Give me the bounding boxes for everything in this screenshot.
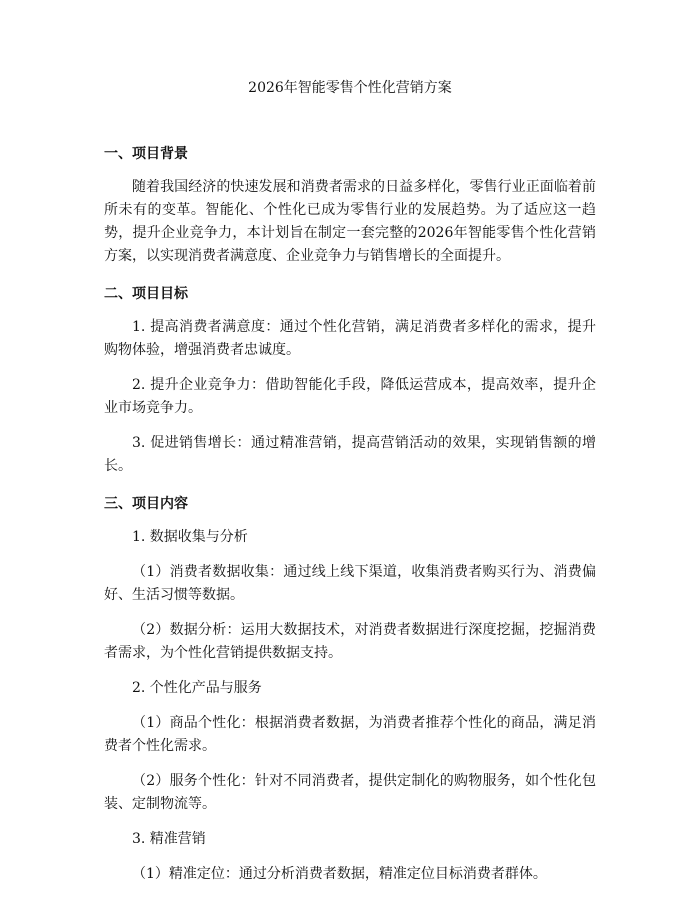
paragraph: （2）服务个性化：针对不同消费者，提供定制化的购物服务，如个性化包装、定制物流等。: [104, 773, 596, 812]
paragraph: （1）商品个性化：根据消费者数据，为消费者推荐个性化的商品，满足消费者个性化需求。: [104, 715, 596, 754]
section-content: [104, 494, 596, 886]
paragraph: 3. 促进销售增长：通过精准营销，提高营销活动的效果，实现销售额的增长。: [104, 435, 596, 474]
sub-heading: 2. 个性化产品与服务: [132, 680, 262, 696]
section-background: [104, 144, 596, 268]
section-heading: 三、项目内容: [104, 496, 188, 512]
paragraph: 随着我国经济的快速发展和消费者需求的日益多样化，零售行业正面临着前所未有的变革。智能化、个性化已成为零售行业的发展趋势。为了适应这一趋势，提升企业竞争力，本计划旨在制定一套完整的2026年智能零售个性化营销方案，以实现消费者满意度、企业竞争力与销售增长的全面提升。: [104, 179, 596, 264]
paragraph: （2）数据分析：运用大数据技术，对消费者数据进行深度挖掘，挖掘消费者需求，为个性化营销提供数据支持。: [104, 622, 596, 661]
sub-heading: 3. 精准营销: [132, 831, 206, 847]
paragraph: （1）消费者数据收集：通过线上线下渠道，收集消费者购买行为、消费偏好、生活习惯等数据。: [104, 564, 596, 603]
paragraph: 1. 提高消费者满意度：通过个性化营销，满足消费者多样化的需求，提升购物体验，增强消费者忠诚度。: [104, 319, 596, 358]
sub-heading: 1. 数据收集与分析: [132, 529, 248, 545]
section-heading: 一、项目背景: [104, 146, 188, 162]
section-heading: 二、项目目标: [104, 286, 188, 302]
document-title: 2026年智能零售个性化营销方案: [248, 80, 452, 96]
section-goals: [104, 284, 596, 478]
paragraph: （1）精准定位：通过分析消费者数据，精准定位目标消费者群体。: [132, 866, 547, 882]
paragraph: 2. 提升企业竞争力：借助智能化手段，降低运营成本，提高效率，提升企业市场竞争力。: [104, 377, 596, 416]
